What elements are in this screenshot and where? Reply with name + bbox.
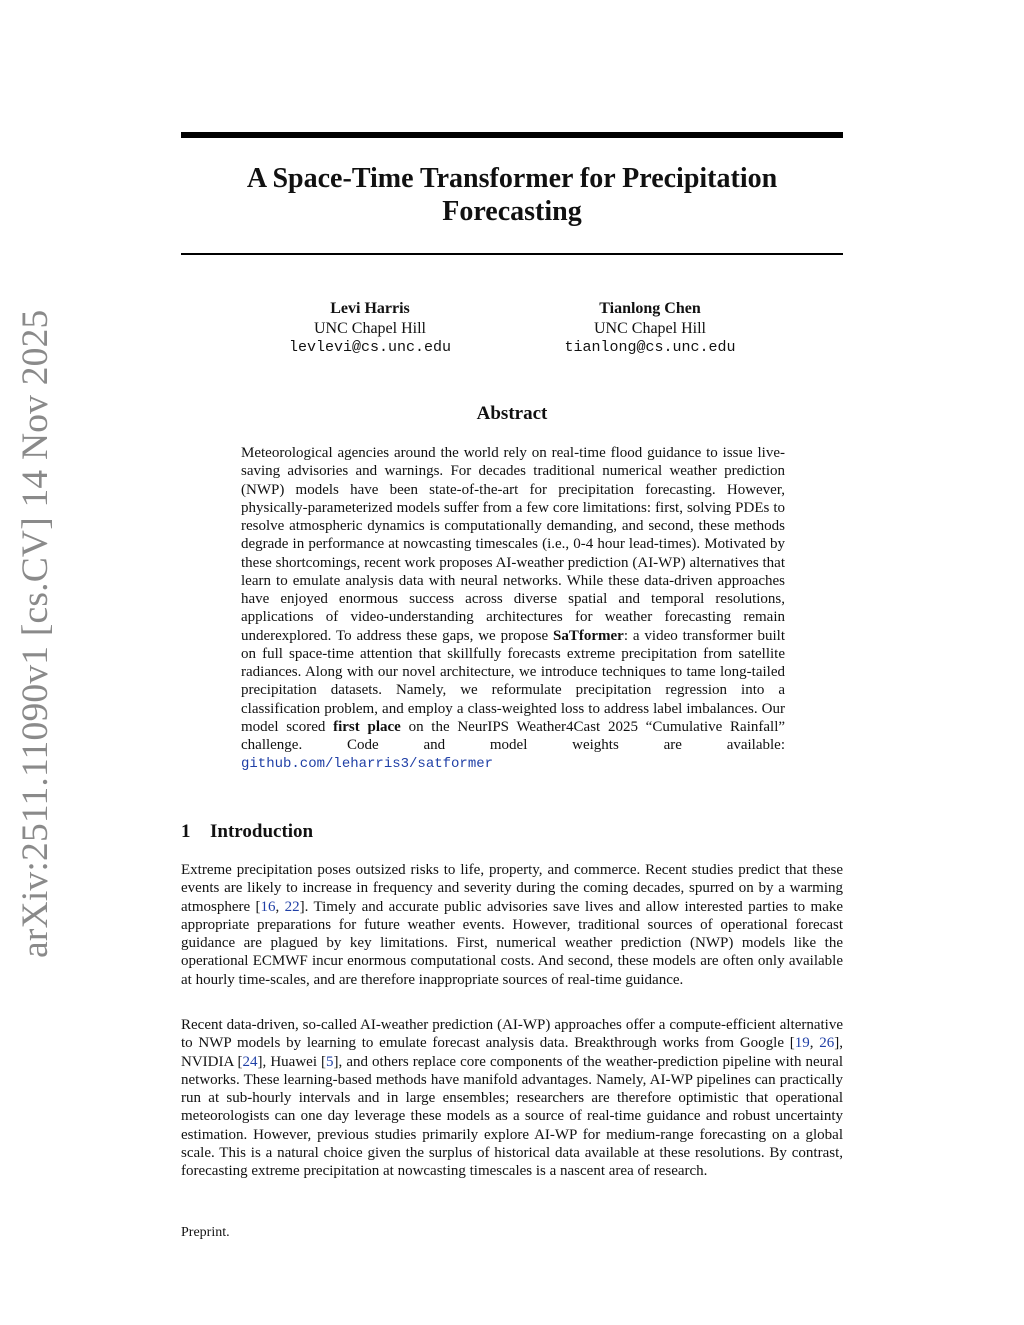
author-email: tianlong@cs.unc.edu: [564, 339, 736, 356]
section-title: Introduction: [210, 821, 314, 842]
paragraph-text: ]. Timely and accurate public advisories save lives and allow interested parties to make appropriate preparations for future weather events. However, traditional sources of operational forecast guidance are plagued by key limitations. First, numerical weather prediction (NWP) models like the operational ECMWF incur enormous computational costs. And second, these models are often only available at hourly time-scales, and are therefore inappropriate sources of real-time guidance.: [181, 898, 844, 988]
intro-paragraph-2: [181, 1016, 843, 1180]
intro-paragraph-1: [181, 861, 843, 989]
author-name: Tianlong Chen: [599, 300, 701, 317]
paragraph-text: ], NVIDIA [: [181, 1035, 843, 1070]
abstract-text: Meteorological agencies around the world rely on real-time flood guidance to issue live-saving advisories and warnings. For decades traditional numerical weather prediction (NWP) models have been state-of-the-art for precipitation forecasting. However, physically-parameterized models suffer from a few core limitations: first, solving PDEs to resolve atmospheric dynamics is computationally demanding, and second, these methods degrade in performance at nowcasting timescales (i.e., 0-4 hour lead-times). Motivated by these shortcomings, recent work proposes AI-weather prediction (AI-WP) alternatives that learn to emulate analysis data with neural networks. While these data-driven approaches have enjoyed enormous success across diverse spatial and temporal resolutions, applications of video-understanding architectures for weather forecasting remain underexplored. To address these gaps, we propose: [241, 445, 785, 644]
citation-separator: ,: [275, 898, 285, 915]
title-bottom-rule: [181, 253, 843, 255]
arxiv-identifier-stamp: arXiv:2511.11090v1 [cs.CV] 14 Nov 2025: [15, 309, 56, 958]
citation-link[interactable]: 16: [260, 898, 276, 915]
citation-separator: ,: [809, 1035, 820, 1052]
code-repository-link[interactable]: github.com/leharris3/satformer: [241, 756, 494, 773]
abstract-text: : a video transformer built on full space-time attention that skillfully forecasts extreme precipitation from satellite radiances. Along with our novel architecture, we introduce techniques to tame long-tailed precipitation datasets. Namely, we reformulate precipitation regression into a classification problem, and employ a class-weighted loss to address label imbalances. Our model scored: [241, 627, 785, 735]
author-affiliation: UNC Chapel Hill: [594, 319, 706, 337]
citation-link[interactable]: 19: [794, 1035, 810, 1052]
author-block-1: [230, 299, 510, 358]
abstract-body: [241, 444, 785, 774]
paper-title: A Space-Time Transformer for Precipitation Forecasting: [246, 163, 778, 227]
author-affiliation: UNC Chapel Hill: [314, 319, 426, 337]
citation-link[interactable]: 24: [242, 1053, 258, 1070]
award-highlight: first place: [333, 718, 401, 735]
footer-preprint-note: Preprint.: [181, 1225, 230, 1240]
author-email: levlevi@cs.unc.edu: [288, 339, 452, 356]
abstract-heading: Abstract: [476, 403, 548, 424]
author-name: Levi Harris: [330, 300, 410, 317]
paragraph-text: ], and others replace core components of the weather-prediction pipeline with neural networks. These learning-based methods have manifold advantages. Namely, AI-WP pipelines can practically run at sub-hourly intervals and in large ensembles; researchers are therefore optimistic that operational meteorologists can one day leverage these models as a source of real-time guidance and robust uncertainty estimation. However, previous studies primarily explore AI-WP for medium-range forecasting on a global scale. This is a natural choice given the surplus of historical data available at these resolutions. By contrast, forecasting extreme precipitation at nowcasting timescales is a nascent area of research.: [181, 1053, 843, 1179]
paragraph-text: Extreme precipitation poses outsized risks to life, property, and commerce. Recent studies predict that these events are likely to increase in frequency and severity during the coming decades, spurred on by a warming atmosphere [: [181, 862, 843, 915]
citation-link[interactable]: 5: [326, 1053, 334, 1070]
paragraph-text: Recent data-driven, so-called AI-weather prediction (AI-WP) approaches offer a compute-efficient alternative to NWP models by learning to emulate forecast analysis data. Breakthrough works from Google [: [181, 1017, 843, 1052]
paragraph-text: ], Huawei [: [257, 1053, 327, 1070]
title-top-rule: [181, 132, 843, 138]
abstract-text: on the NeurIPS Weather4Cast 2025 “Cumulative Rainfall” challenge. Code and model weights are available:: [241, 718, 786, 753]
author-block-2: [510, 299, 790, 358]
model-name: SaTformer: [553, 627, 624, 644]
citation-link[interactable]: 22: [284, 898, 300, 915]
citation-link[interactable]: 26: [819, 1035, 835, 1052]
section-heading-introduction: [181, 820, 313, 844]
section-number: 1: [181, 821, 191, 842]
